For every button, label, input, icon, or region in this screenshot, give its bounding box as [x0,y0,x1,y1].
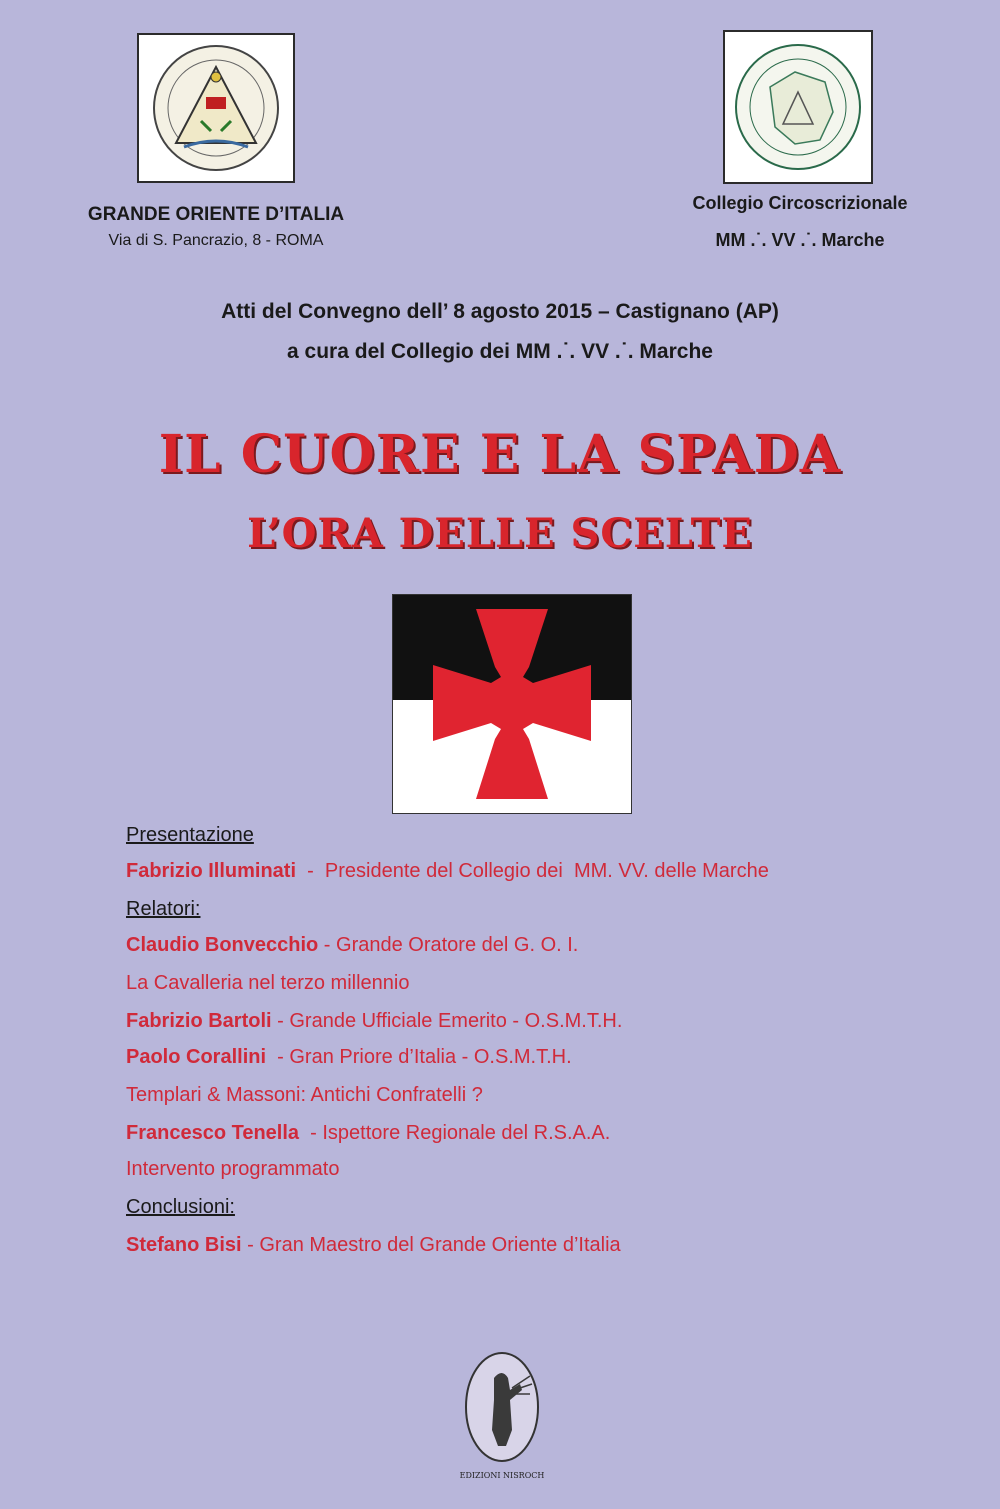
conclusione-name: Stefano Bisi [126,1234,242,1256]
collegio-seal-icon [725,32,871,182]
conclusione-role: - Gran Maestro del Grande Oriente d’Italia [241,1234,621,1256]
relatore-topic-1: La Cavalleria nel terzo millennio [126,972,410,994]
relatore-line-2 [126,1008,622,1034]
relatore-name: Fabrizio Bartoli [126,1010,272,1032]
nisroch-figure-icon [450,1350,554,1464]
conclusioni-label: Conclusioni: [126,1196,235,1218]
convegno-line1: Atti del Convegno dell’ 8 agosto 2015 – Castignano (AP) [221,300,779,323]
left-org-name: GRANDE ORIENTE D’ITALIA [87,204,345,225]
relatore-topic-4: Intervento programmato [126,1158,340,1180]
right-org-line1: Collegio Circoscrizionale [692,193,908,213]
relatori-label: Relatori: [126,898,201,920]
relatore-topic-3: Templari & Massoni: Antichi Confratelli ? [126,1084,483,1106]
masonic-seal-icon [139,35,293,181]
presentazione-line [126,858,769,884]
grande-oriente-logo [137,33,295,183]
left-org-address: Via di S. Pancrazio, 8 - ROMA [108,232,324,249]
publisher-name: EDIZIONI NISROCH [459,1471,545,1480]
relatore-line-1 [126,932,578,958]
publisher-logo [450,1350,554,1480]
relatore-line-4 [126,1120,610,1146]
relatore-role: - Grande Oratore del G. O. I. [318,934,579,956]
relatore-name: Paolo Corallini [126,1046,267,1068]
templar-cross-flag [392,594,632,814]
convegno-line2: a cura del Collegio dei MM .˙. VV .˙. Marche [287,340,713,363]
relatore-role: - Gran Priore d’Italia - O.S.M.T.H. [266,1046,572,1068]
collegio-logo [723,30,873,184]
right-org-line2: MM .˙. VV .˙. Marche [715,230,885,250]
relatore-name: Francesco Tenella [126,1122,300,1144]
subtitle: L’ORA DELLE SCELTE [247,510,753,557]
main-title: IL CUORE E LA SPADA [158,424,842,485]
presenter-name: Fabrizio Illuminati [126,860,297,882]
templar-cross-icon [393,595,631,813]
relatore-name: Claudio Bonvecchio [126,934,319,956]
relatore-role: - Grande Ufficiale Emerito - O.S.M.T.H. [271,1010,623,1032]
conclusione-line [126,1232,621,1258]
relatore-role: - Ispettore Regionale del R.S.A.A. [299,1122,611,1144]
relatore-line-3 [126,1044,572,1070]
presenter-role: - Presidente del Collegio dei MM. VV. delle Marche [296,860,769,882]
presentazione-label: Presentazione [126,824,254,846]
